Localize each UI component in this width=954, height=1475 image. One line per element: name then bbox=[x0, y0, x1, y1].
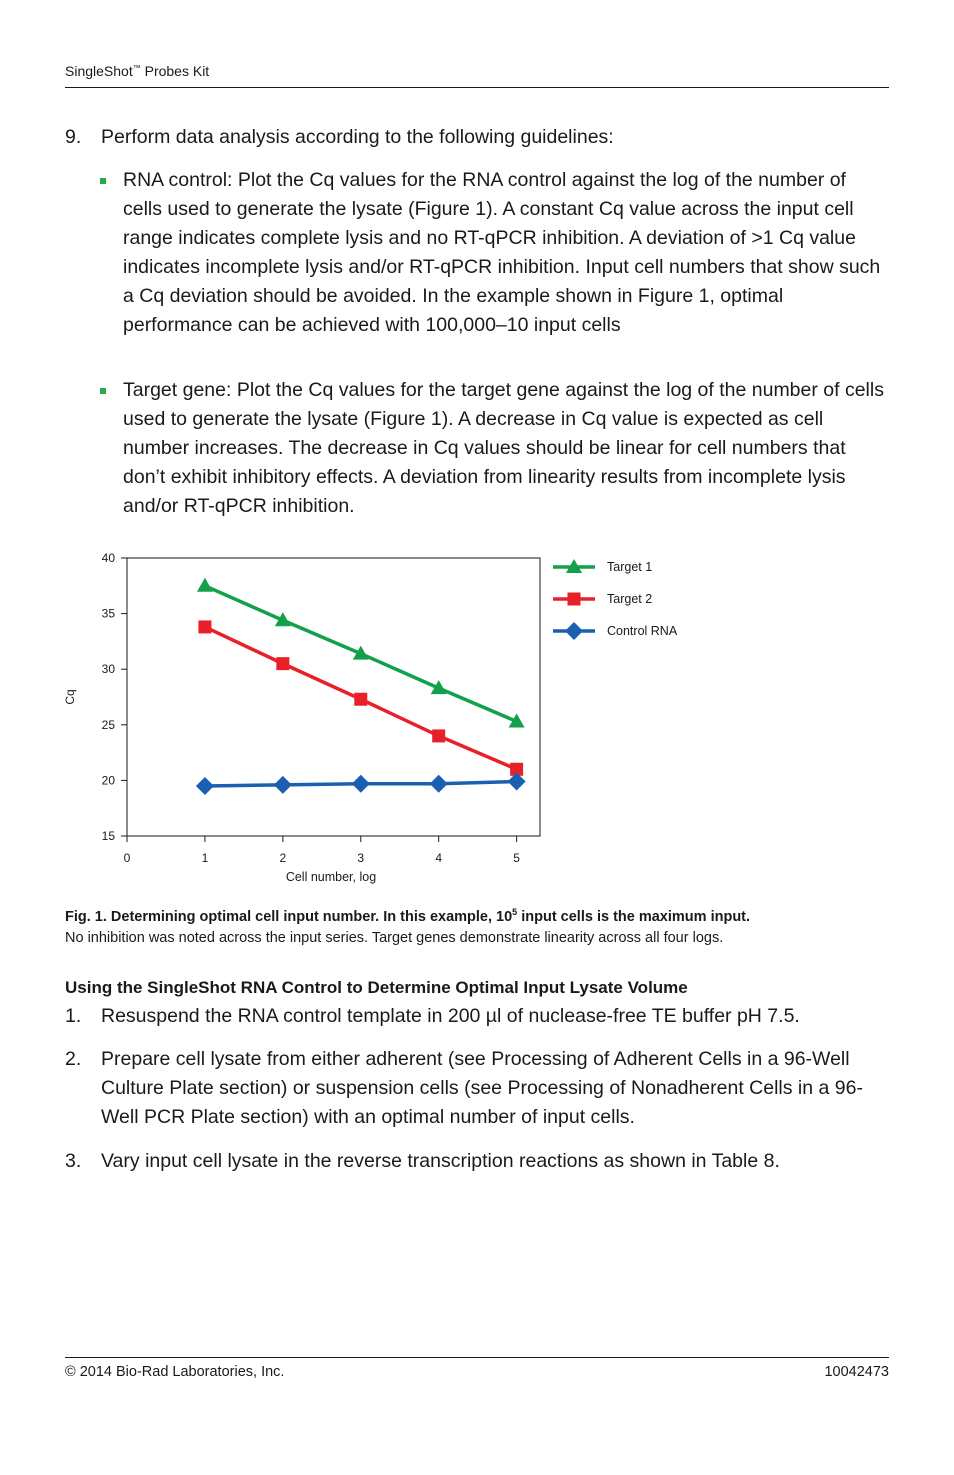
step-1 bbox=[65, 1002, 889, 1031]
legend-item bbox=[553, 592, 652, 606]
y-axis-label: Cq bbox=[63, 689, 77, 705]
legend bbox=[553, 559, 678, 640]
caption-bold-pre: Fig. 1. Determining optimal cell input number. In this example, 10 bbox=[65, 908, 513, 925]
section-title: Using the SingleShot RNA Control to Determine Optimal Input Lysate Volume bbox=[65, 978, 688, 997]
step-text: Perform data analysis according to the following guidelines: bbox=[101, 126, 614, 148]
data-point bbox=[430, 775, 448, 793]
step-number: 3. bbox=[65, 1150, 82, 1172]
data-point bbox=[274, 776, 292, 794]
running-header: SingleShot™ Probes Kit bbox=[65, 63, 210, 79]
y-tick-label: 20 bbox=[101, 773, 115, 788]
data-point bbox=[354, 693, 367, 706]
legend-label: Target 2 bbox=[607, 592, 653, 606]
y-tick-label: 15 bbox=[101, 829, 115, 843]
series-target-2 bbox=[198, 620, 523, 775]
y-tick-label: 25 bbox=[101, 717, 115, 732]
bullet-rna-control bbox=[100, 166, 890, 340]
header-rule bbox=[65, 87, 889, 88]
legend-item bbox=[553, 622, 678, 640]
x-axis bbox=[124, 836, 521, 865]
figure-caption bbox=[65, 902, 889, 949]
x-tick-label: 4 bbox=[435, 851, 443, 865]
step-text: Resuspend the RNA control template in 200 µl of nuclease-free TE buffer pH 7.5. bbox=[101, 1005, 800, 1027]
data-point bbox=[276, 657, 289, 670]
data-point bbox=[198, 620, 211, 633]
legend-marker bbox=[565, 622, 583, 640]
data-point bbox=[196, 777, 214, 795]
footer-rule bbox=[65, 1357, 889, 1358]
copyright: © 2014 Bio-Rad Laboratories, Inc. bbox=[65, 1364, 285, 1380]
cq-line-chart bbox=[50, 540, 750, 890]
legend-marker bbox=[568, 593, 581, 606]
data-point bbox=[432, 729, 445, 742]
x-axis-label: Cell number, log bbox=[285, 870, 377, 884]
bullet-text: RNA control: Plot the Cq values for the RNA control against the log of the number of cells used to generate the lysate (Figure 1). A constant Cq value across the input cell range indicates complete lysis and no RT-qPCR inhibition. A deviation of >1 Cq value indicates incomplete lysis and/or RT-qPCR inhibition. Input cell numbers that show such a Cq deviation should be avoided. In the example shown in Figure 1, optimal performance can be achieved with 100,000–10 input cells bbox=[123, 169, 881, 336]
step-number: 2. bbox=[65, 1048, 82, 1070]
x-tick-label: 2 bbox=[279, 851, 287, 865]
x-tick-label: 3 bbox=[357, 851, 365, 865]
x-tick-label: 5 bbox=[513, 851, 520, 865]
y-tick-label: 35 bbox=[101, 606, 115, 621]
bullet-target-gene bbox=[100, 376, 890, 521]
caption-bold-post: input cells is the maximum input. bbox=[517, 908, 751, 925]
legend-label: Control RNA bbox=[607, 624, 678, 638]
data-point bbox=[197, 578, 213, 592]
x-tick-label: 0 bbox=[123, 851, 131, 865]
step-number: 1. bbox=[65, 1005, 82, 1027]
data-point bbox=[352, 775, 370, 793]
step-9 bbox=[65, 123, 889, 152]
y-tick-label: 40 bbox=[101, 551, 115, 565]
x-tick-label: 1 bbox=[201, 851, 209, 865]
bullet-text: Target gene: Plot the Cq values for the target gene against the log of the number of cells used to generate the lysate (Figure 1). A decrease in Cq value is expected as cell number increases. The decrease in Cq values should be linear for cell numbers that don’t exhibit inhibitory effects. A deviation from linearity results from incomplete lysis and/or RT-qPCR inhibition. bbox=[123, 379, 884, 517]
step-2 bbox=[65, 1045, 889, 1132]
legend-label: Target 1 bbox=[607, 560, 653, 574]
step-number: 9. bbox=[65, 126, 82, 148]
bullet-square-icon bbox=[100, 388, 106, 394]
doc-number: 10042473 bbox=[824, 1364, 889, 1380]
y-tick-label: 30 bbox=[101, 662, 115, 677]
step-text: Vary input cell lysate in the reverse transcription reactions as shown in Table 8. bbox=[101, 1150, 780, 1172]
caption-superscript: 5 bbox=[512, 907, 518, 917]
legend-item bbox=[553, 559, 652, 574]
series-group bbox=[196, 578, 526, 795]
series-control-rna bbox=[196, 773, 526, 795]
step-text: Prepare cell lysate from either adherent (see Processing of Adherent Cells in a 96-Well Culture Plate section) or suspension cells (see Processing of Nonadherent Cells in a 96-Well PCR Plate section) with an optimal number of input cells. bbox=[101, 1048, 863, 1128]
bullet-square-icon bbox=[100, 178, 106, 184]
y-axis bbox=[102, 551, 127, 843]
step-3 bbox=[65, 1147, 889, 1176]
plot-frame bbox=[127, 558, 540, 836]
caption-normal: No inhibition was noted across the input series. Target genes demonstrate linearity across all four logs. bbox=[65, 929, 724, 946]
